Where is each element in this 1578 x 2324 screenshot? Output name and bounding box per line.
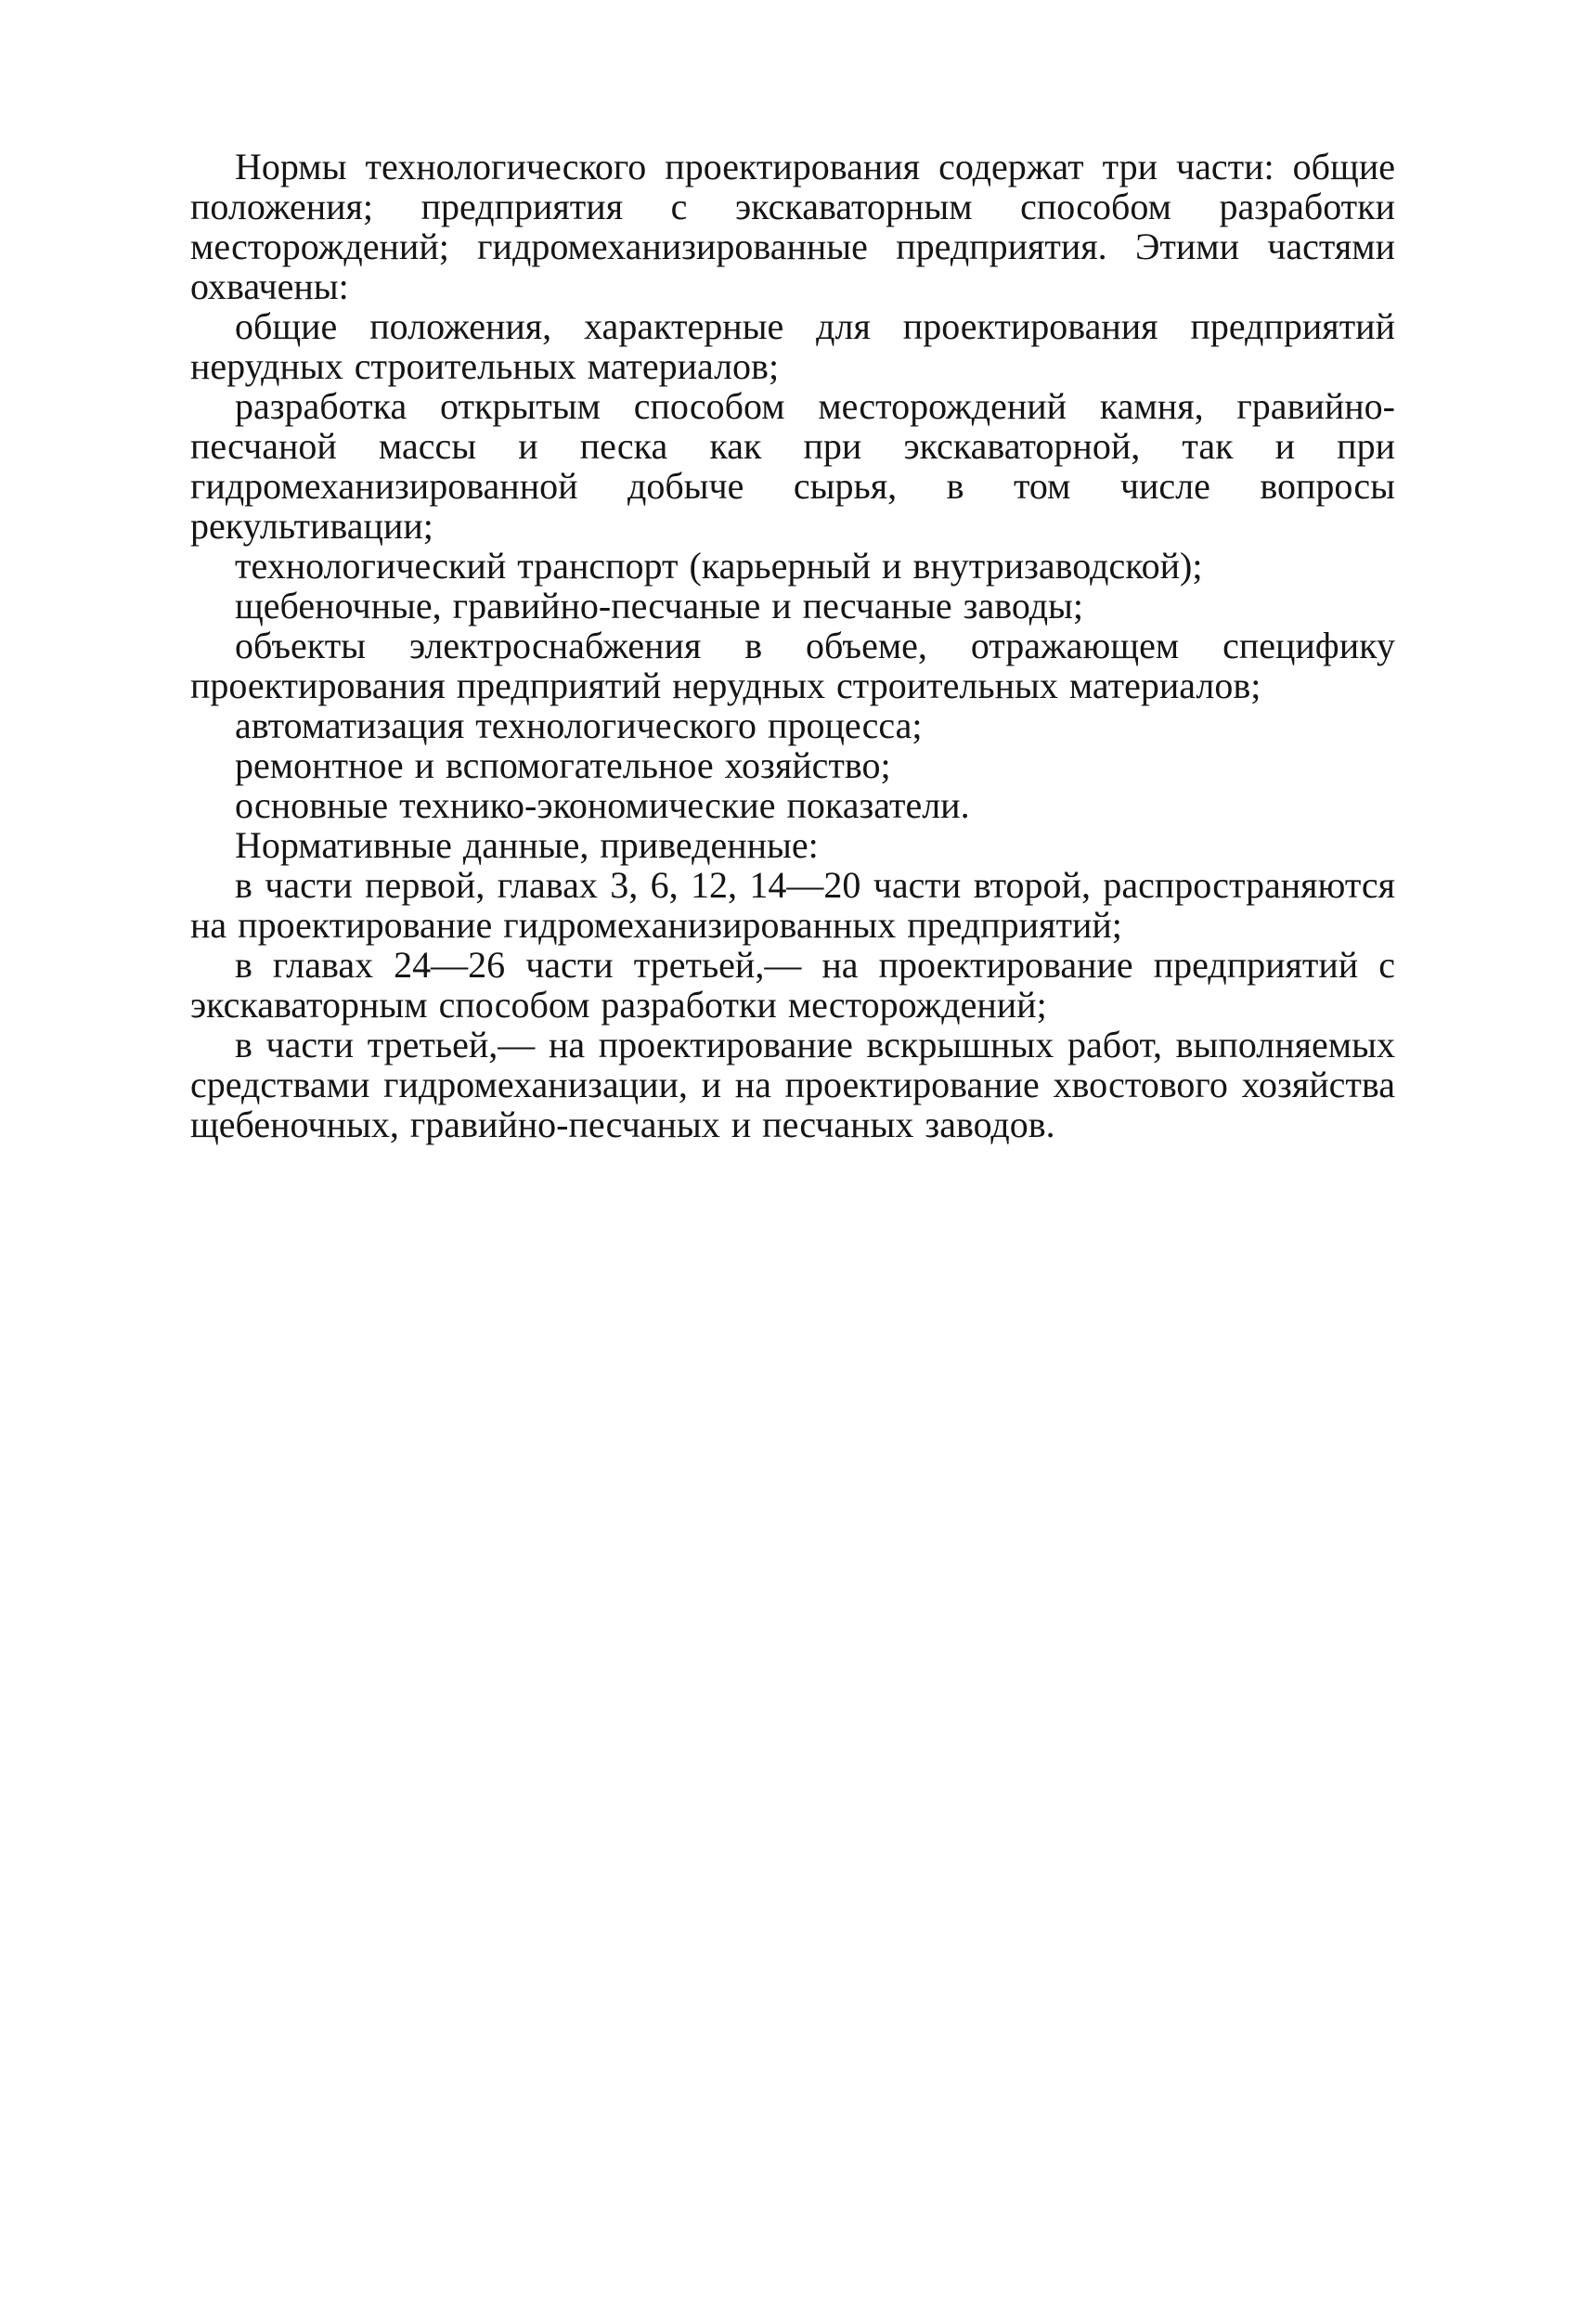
paragraph-power-supply: объекты электроснабжения в объеме, отражающем специфику проектирования предприятий нерудных строительных материалов;: [190, 625, 1395, 706]
paragraph-normative-data: Нормативные данные, приведенные:: [235, 824, 819, 866]
paragraph-general-provisions: общие положения, характерные для проектирования предприятий нерудных строительных материалов;: [190, 305, 1395, 387]
paragraph-intro: Нормы технологического проектирования содержат три части: общие положения; предприятия с экскаваторным способом разработки месторождений; гидромеханизированные предприятия. Этими частями охвачены:: [190, 146, 1395, 307]
paragraph-part-three: в части третьей,— на проектирование вскрышных работ, выполняемых средствами гидромеханизации, и на проектирование хвостового хозяйства щебеночных, гравийно-песчаных и песчаных заводов.: [190, 1024, 1395, 1145]
paragraph-part-one: в части первой, главах 3, 6, 12, 14—20 части второй, распространяются на проектирование гидромеханизированных предприятий;: [190, 864, 1395, 946]
paragraph-indicators: основные технико-экономические показатели.: [235, 784, 970, 826]
paragraph-automation: автоматизация технологического процесса;: [235, 704, 923, 746]
paragraph-open-pit-mining: разработка открытым способом месторождений камня, гравийно-песчаной массы и песка как при экскаваторной, так и при гидромеханизированной добыче сырья, в том числе вопросы рекультивации;: [190, 385, 1395, 547]
paragraph-chapters-24-26: в главах 24—26 части третьей,— на проектирование предприятий с экскаваторным способом разработки месторождений;: [190, 944, 1395, 1026]
paragraph-plants: щебеночные, гравийно-песчаные и песчаные заводы;: [235, 585, 1084, 626]
body-text: [190, 147, 1395, 1144]
paragraph-repair: ремонтное и вспомогательное хозяйство;: [235, 744, 891, 786]
paragraph-transport: технологический транспорт (карьерный и внутризаводской);: [235, 545, 1203, 587]
